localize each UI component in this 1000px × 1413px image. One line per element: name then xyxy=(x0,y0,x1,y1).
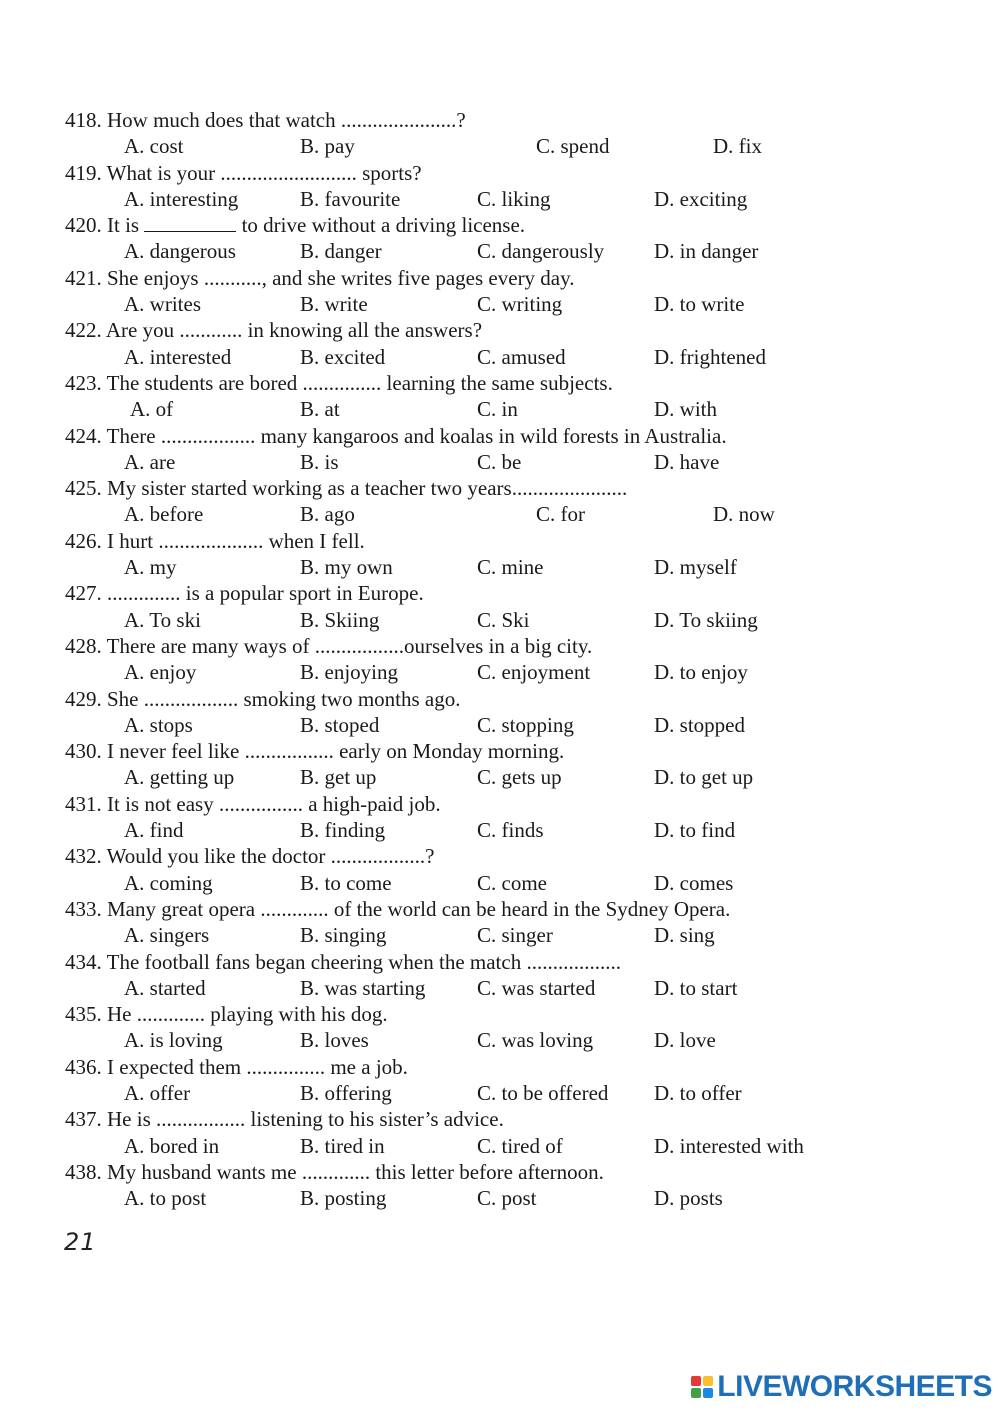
answer-option-c[interactable]: C. singer xyxy=(477,923,553,948)
options-line xyxy=(0,817,1000,843)
options-line xyxy=(0,449,1000,475)
answer-option-c[interactable]: C. stopping xyxy=(477,712,574,737)
question-number: 425. xyxy=(65,476,102,501)
options-line xyxy=(0,764,1000,790)
answer-option-a[interactable]: A. getting up xyxy=(124,765,235,790)
logo-square-blue xyxy=(703,1388,713,1398)
answer-option-c[interactable]: C. enjoyment xyxy=(477,660,591,685)
options-line xyxy=(0,344,1000,370)
answer-option-b[interactable]: B. singing xyxy=(300,923,387,948)
question-line xyxy=(0,423,1000,449)
question-number: 435. xyxy=(65,1002,102,1027)
answer-option-a[interactable]: A. before xyxy=(124,502,204,527)
question-text xyxy=(65,633,592,659)
answer-option-d[interactable]: D. exciting xyxy=(654,186,748,211)
answer-option-d[interactable]: D. to offer xyxy=(654,1080,742,1105)
question-number: 420. xyxy=(65,213,102,238)
answer-option-c[interactable]: C. Ski xyxy=(477,607,530,632)
question-stem: Many great opera ............. of the world can be heard in the Sydney Opera. xyxy=(107,896,731,921)
answer-option-d[interactable]: D. frightened xyxy=(654,344,766,369)
answer-option-a[interactable]: A. To ski xyxy=(124,607,201,632)
question-text xyxy=(65,686,461,712)
answer-option-c[interactable]: C. writing xyxy=(477,292,563,317)
question-text xyxy=(65,370,613,396)
question-line xyxy=(0,370,1000,396)
answer-option-a[interactable]: A. interested xyxy=(124,344,232,369)
answer-option-a[interactable]: A. coming xyxy=(124,870,213,895)
options-line xyxy=(0,501,1000,527)
answer-option-d[interactable]: D. to write xyxy=(654,292,745,317)
answer-option-a[interactable]: A. of xyxy=(130,397,174,422)
question-number: 418. xyxy=(65,108,102,132)
question-text xyxy=(65,160,422,186)
answer-option-b[interactable]: B. is xyxy=(300,449,339,474)
options-line xyxy=(0,870,1000,896)
question-line xyxy=(0,528,1000,554)
answer-option-a[interactable]: A. singers xyxy=(124,923,210,948)
options-line xyxy=(0,922,1000,948)
question-stem: I never feel like ................. early on Monday morning. xyxy=(107,739,565,764)
answer-option-c[interactable]: C. tired of xyxy=(477,1133,563,1158)
options-line xyxy=(0,712,1000,738)
brand-text: LIVEWORKSHEETS xyxy=(717,1370,992,1403)
question-number: 428. xyxy=(65,633,102,658)
question-text xyxy=(65,896,730,922)
options-line xyxy=(0,396,1000,422)
question-line xyxy=(0,160,1000,186)
question-text xyxy=(65,580,424,606)
question-number: 438. xyxy=(65,1159,102,1184)
question-line xyxy=(0,738,1000,764)
answer-option-c[interactable]: C. spend xyxy=(536,134,610,159)
answer-blank[interactable] xyxy=(144,213,236,232)
liveworksheets-logo-icon xyxy=(691,1376,713,1398)
question-number: 421. xyxy=(65,265,102,290)
question-number: 422. xyxy=(65,318,102,343)
answer-option-c[interactable]: C. come xyxy=(477,870,547,895)
answer-option-d[interactable]: D. myself xyxy=(654,555,737,580)
answer-option-c[interactable]: C. to be offered xyxy=(477,1080,609,1105)
answer-option-d[interactable]: D. posts xyxy=(654,1186,723,1211)
answer-option-a[interactable]: A. find xyxy=(124,818,184,843)
answer-option-a[interactable]: A. stops xyxy=(124,712,193,737)
question-number: 436. xyxy=(65,1054,102,1079)
options-line xyxy=(0,1080,1000,1106)
question-text xyxy=(65,791,441,817)
question-text xyxy=(65,475,627,501)
question-line xyxy=(0,107,1000,133)
answer-option-c[interactable]: C. dangerously xyxy=(477,239,605,264)
answer-option-a[interactable]: A. my xyxy=(124,555,177,580)
page-number: 21 xyxy=(64,1228,97,1256)
answer-option-a[interactable]: A. is loving xyxy=(124,1028,223,1053)
question-stem: My sister started working as a teacher two years...................... xyxy=(107,476,628,501)
question-number: 424. xyxy=(65,423,102,448)
answer-option-d[interactable]: D. to find xyxy=(654,818,736,843)
answer-option-d[interactable]: D. with xyxy=(654,397,717,422)
question-stem: Would you like the doctor ..................? xyxy=(106,844,435,869)
answer-option-b[interactable]: B. finding xyxy=(300,818,386,843)
question-line xyxy=(0,843,1000,869)
options-line xyxy=(0,133,1000,159)
question-stem: The students are bored ............... learning the same subjects. xyxy=(106,370,613,395)
logo-square-red xyxy=(691,1376,701,1386)
answer-option-c[interactable]: C. gets up xyxy=(477,765,562,790)
question-line xyxy=(0,949,1000,975)
answer-option-c[interactable]: C. finds xyxy=(477,818,544,843)
question-number: 434. xyxy=(65,949,102,974)
question-stem: What is your .......................... sports? xyxy=(106,160,422,185)
options-line xyxy=(0,1027,1000,1053)
options-line xyxy=(0,659,1000,685)
answer-option-b[interactable]: B. stoped xyxy=(300,712,380,737)
answer-option-d[interactable]: D. interested with xyxy=(654,1133,804,1158)
answer-option-d[interactable]: D. sing xyxy=(654,923,715,948)
answer-option-d[interactable]: D. in danger xyxy=(654,239,759,264)
logo-square-green xyxy=(691,1388,701,1398)
question-stem: She .................. smoking two months ago. xyxy=(107,686,461,711)
question-stem: He is ................. listening to his sister’s advice. xyxy=(107,1107,504,1132)
answer-option-d[interactable]: D. to get up xyxy=(654,765,754,790)
answer-option-b[interactable]: B. pay xyxy=(300,134,355,159)
question-line xyxy=(0,686,1000,712)
question-stem: My husband wants me ............. this letter before afternoon. xyxy=(107,1159,604,1184)
question-number: 429. xyxy=(65,686,102,711)
liveworksheets-brand xyxy=(691,1367,992,1407)
question-stem: It is not easy ................ a high-paid job. xyxy=(107,791,441,816)
question-line xyxy=(0,1054,1000,1080)
options-line xyxy=(0,554,1000,580)
question-stem: Are you ............ in knowing all the answers? xyxy=(105,318,483,343)
answer-option-c[interactable]: C. in xyxy=(477,397,518,422)
question-stem: She enjoys ..........., and she writes five pages every day. xyxy=(107,265,575,290)
question-stem: How much does that watch ......................? xyxy=(107,108,466,132)
answer-option-a[interactable]: A. enjoy xyxy=(124,660,197,685)
answer-option-c[interactable]: C. for xyxy=(536,502,585,527)
question-list xyxy=(0,107,1000,1211)
question-number: 431. xyxy=(65,791,102,816)
answer-option-d[interactable]: D. stopped xyxy=(654,712,745,737)
question-stem-end: to drive without a driving license. xyxy=(236,213,526,238)
question-text xyxy=(65,949,621,975)
question-stem: I expected them ............... me a job. xyxy=(107,1054,408,1079)
options-line xyxy=(0,186,1000,212)
answer-option-d[interactable]: D. comes xyxy=(654,870,734,895)
answer-option-c[interactable]: C. amused xyxy=(477,344,566,369)
question-line xyxy=(0,475,1000,501)
question-text xyxy=(65,738,564,764)
answer-option-b[interactable]: B. loves xyxy=(300,1028,369,1053)
answer-option-a[interactable]: A. interesting xyxy=(124,186,239,211)
options-line xyxy=(0,607,1000,633)
answer-option-c[interactable]: C. was loving xyxy=(477,1028,594,1053)
options-line xyxy=(0,975,1000,1001)
answer-option-c[interactable]: C. mine xyxy=(477,555,544,580)
answer-option-c[interactable]: C. liking xyxy=(477,186,551,211)
question-text xyxy=(65,317,482,343)
question-text xyxy=(65,1054,408,1080)
question-line xyxy=(0,212,1000,238)
answer-option-d[interactable]: D. fix xyxy=(713,134,762,159)
question-stem: .............. is a popular sport in Europe. xyxy=(107,581,424,606)
question-stem: I hurt .................... when I fell. xyxy=(107,528,365,553)
question-line xyxy=(0,896,1000,922)
options-line xyxy=(0,1185,1000,1211)
question-line xyxy=(0,265,1000,291)
answer-option-b[interactable]: B. offering xyxy=(300,1080,392,1105)
options-line xyxy=(0,238,1000,264)
question-number: 437. xyxy=(65,1107,102,1132)
question-stem: There are many ways of .................ourselves in a big city. xyxy=(106,633,593,658)
question-text xyxy=(65,423,727,449)
answer-option-b[interactable]: B. favourite xyxy=(300,186,401,211)
answer-option-a[interactable]: A. to post xyxy=(124,1186,207,1211)
answer-option-b[interactable]: B. write xyxy=(300,292,368,317)
question-text xyxy=(65,265,575,291)
answer-option-b[interactable]: B. tired in xyxy=(300,1133,385,1158)
question-stem: It is xyxy=(107,213,145,238)
question-number: 426. xyxy=(65,528,102,553)
logo-square-yellow xyxy=(703,1376,713,1386)
question-line xyxy=(0,633,1000,659)
question-number: 433. xyxy=(65,896,102,921)
answer-option-a[interactable]: A. writes xyxy=(124,292,201,317)
answer-option-b[interactable]: B. was starting xyxy=(300,975,426,1000)
answer-option-d[interactable]: D. to enjoy xyxy=(654,660,748,685)
answer-option-c[interactable]: C. post xyxy=(477,1186,537,1211)
answer-option-b[interactable]: B. danger xyxy=(300,239,382,264)
question-stem: There .................. many kangaroos and koalas in wild forests in Australia. xyxy=(106,423,727,448)
question-line xyxy=(0,317,1000,343)
question-line xyxy=(0,1001,1000,1027)
answer-option-b[interactable]: B. get up xyxy=(300,765,377,790)
answer-option-a[interactable]: A. bored in xyxy=(124,1133,220,1158)
answer-option-a[interactable]: A. dangerous xyxy=(124,239,236,264)
answer-option-b[interactable]: B. enjoying xyxy=(300,660,398,685)
answer-option-b[interactable]: B. ago xyxy=(300,502,355,527)
question-text xyxy=(65,1001,388,1027)
question-text xyxy=(65,843,434,869)
options-line xyxy=(0,291,1000,317)
answer-option-a[interactable]: A. cost xyxy=(124,134,184,159)
answer-option-b[interactable]: B. my own xyxy=(300,555,393,580)
question-number: 430. xyxy=(65,739,102,764)
question-stem: He ............. playing with his dog. xyxy=(107,1002,388,1027)
answer-option-d[interactable]: D. To skiing xyxy=(654,607,758,632)
question-text xyxy=(65,107,466,133)
question-line xyxy=(0,1106,1000,1132)
answer-option-b[interactable]: B. Skiing xyxy=(300,607,380,632)
answer-option-d[interactable]: D. have xyxy=(654,449,720,474)
answer-option-c[interactable]: C. be xyxy=(477,449,522,474)
answer-option-a[interactable]: A. started xyxy=(124,975,206,1000)
answer-option-d[interactable]: D. to start xyxy=(654,975,738,1000)
answer-option-d[interactable]: D. now xyxy=(713,502,775,527)
question-number: 423. xyxy=(65,370,102,395)
question-number: 419. xyxy=(65,160,102,185)
question-text xyxy=(65,528,365,554)
question-number: 427. xyxy=(65,581,102,606)
question-line xyxy=(0,1159,1000,1185)
question-stem: The football fans began cheering when the match .................. xyxy=(106,949,621,974)
question-line xyxy=(0,791,1000,817)
options-line xyxy=(0,1133,1000,1159)
answer-option-b[interactable]: B. posting xyxy=(300,1186,387,1211)
answer-option-c[interactable]: C. was started xyxy=(477,975,596,1000)
question-number: 432. xyxy=(65,844,102,869)
question-line xyxy=(0,580,1000,606)
answer-option-b[interactable]: B. excited xyxy=(300,344,386,369)
answer-option-a[interactable]: A. offer xyxy=(124,1080,191,1105)
question-text xyxy=(65,1106,504,1132)
question-text xyxy=(65,212,525,238)
answer-option-b[interactable]: B. to come xyxy=(300,870,392,895)
question-text xyxy=(65,1159,604,1185)
answer-option-b[interactable]: B. at xyxy=(300,397,340,422)
answer-option-d[interactable]: D. love xyxy=(654,1028,716,1053)
answer-option-a[interactable]: A. are xyxy=(124,449,176,474)
